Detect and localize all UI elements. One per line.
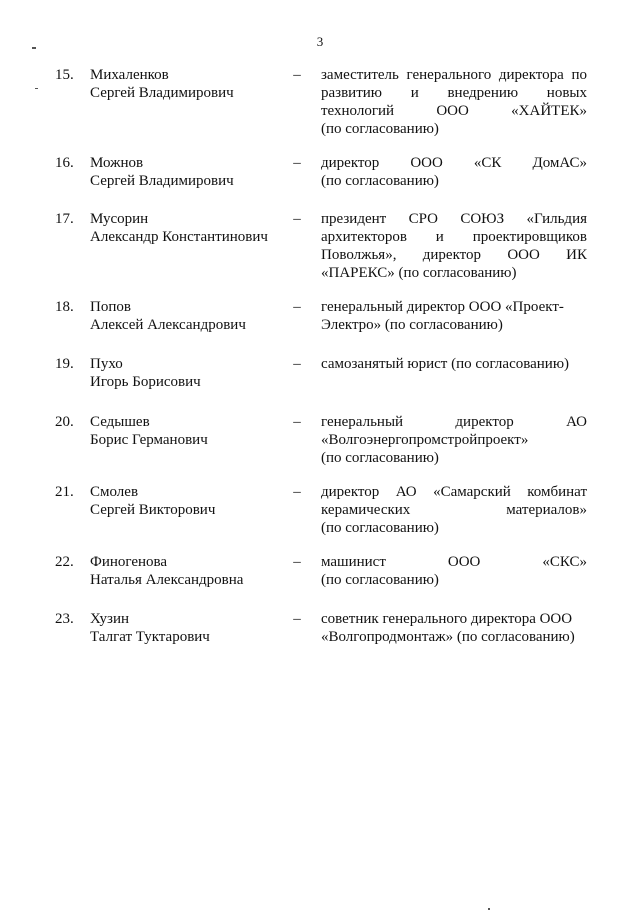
dash: –: [293, 611, 301, 627]
entry-number: 22.: [55, 554, 74, 570]
surname: Пухо: [90, 356, 123, 372]
position-description: [321, 553, 587, 589]
entry-number: 18.: [55, 299, 74, 315]
page-number: 3: [316, 34, 324, 49]
role-line: директор ООО «СК ДомАС»: [321, 155, 587, 171]
role-line: «ПАРЕКС» (по согласованию): [321, 265, 517, 281]
entry-number: 21.: [55, 484, 74, 500]
person-name: [90, 413, 290, 449]
entry-number: 20.: [55, 414, 74, 430]
role-line: заместитель генерального директора по: [321, 67, 587, 83]
entry-number: 16.: [55, 155, 74, 171]
given-names: Александр Константинович: [90, 229, 268, 245]
role-line: (по согласованию): [321, 520, 439, 536]
role-line: директор АО «Самарский комбинат: [321, 484, 587, 500]
surname: Можнов: [90, 155, 144, 171]
scan-speck: [32, 47, 36, 49]
given-names: Игорь Борисович: [90, 374, 201, 390]
position-description: [321, 413, 587, 467]
surname: Седышев: [90, 414, 150, 430]
person-name: [90, 154, 290, 190]
given-names: Алексей Александрович: [90, 317, 246, 333]
surname: Смолев: [90, 484, 139, 500]
given-names: Сергей Викторович: [90, 502, 216, 518]
role-line: генеральный директор ООО «Проект-: [321, 299, 564, 315]
person-name: [90, 610, 290, 646]
role-line: (по согласованию): [321, 450, 439, 466]
position-description: [321, 483, 587, 537]
dash: –: [293, 67, 301, 83]
role-line: (по согласованию): [321, 121, 439, 137]
dash: –: [293, 414, 301, 430]
position-description: [321, 66, 587, 138]
role-line: машинист ООО «СКС»: [321, 554, 587, 570]
dash: –: [293, 155, 301, 171]
role-line: самозанятый юрист (по согласованию): [321, 356, 570, 372]
position-description: [321, 355, 587, 373]
position-description: [321, 298, 587, 334]
surname: Мусорин: [90, 211, 149, 227]
position-description: [321, 154, 587, 190]
given-names: Талгат Туктарович: [90, 629, 210, 645]
person-name: [90, 66, 290, 102]
entry-number: 23.: [55, 611, 74, 627]
given-names: Борис Германович: [90, 432, 208, 448]
person-name: [90, 483, 290, 519]
dash: –: [293, 554, 301, 570]
entry-number: 15.: [55, 67, 74, 83]
role-line: Электро» (по согласованию): [321, 317, 503, 333]
surname: Хузин: [90, 611, 129, 627]
role-line: «Волгоэнергопромстройпроект»: [321, 432, 529, 448]
role-line: президент СРО СОЮЗ «Гильдия: [321, 211, 587, 227]
role-line: развитию и внедрению новых: [321, 85, 587, 101]
dash: –: [293, 356, 301, 372]
surname: Финогенова: [90, 554, 168, 570]
person-name: [90, 210, 290, 246]
role-line: советник генерального директора ООО: [321, 611, 573, 627]
role-line: (по согласованию): [321, 173, 439, 189]
role-line: генеральный директор АО: [321, 414, 587, 430]
dash: –: [293, 211, 301, 227]
role-line: керамических материалов»: [321, 502, 587, 518]
entry-number: 19.: [55, 356, 74, 372]
dash: –: [293, 484, 301, 500]
surname: Попов: [90, 299, 131, 315]
surname: Михаленков: [90, 67, 169, 83]
given-names: Наталья Александровна: [90, 572, 244, 588]
person-name: [90, 553, 290, 589]
scan-speck: [35, 88, 38, 89]
position-description: [321, 610, 587, 646]
entry-number: 17.: [55, 211, 74, 227]
position-description: [321, 210, 587, 282]
given-names: Сергей Владимирович: [90, 85, 234, 101]
given-names: Сергей Владимирович: [90, 173, 234, 189]
role-line: технологий ООО «ХАЙТЕК»: [321, 103, 587, 119]
person-name: [90, 298, 290, 334]
dash: –: [293, 299, 301, 315]
role-line: архитекторов и проектировщиков: [321, 229, 587, 245]
scan-speck: [488, 908, 490, 910]
role-line: Поволжья», директор ООО ИК: [321, 247, 587, 263]
person-name: [90, 355, 290, 391]
role-line: «Волгопродмонтаж» (по согласованию): [321, 629, 575, 645]
role-line: (по согласованию): [321, 572, 439, 588]
